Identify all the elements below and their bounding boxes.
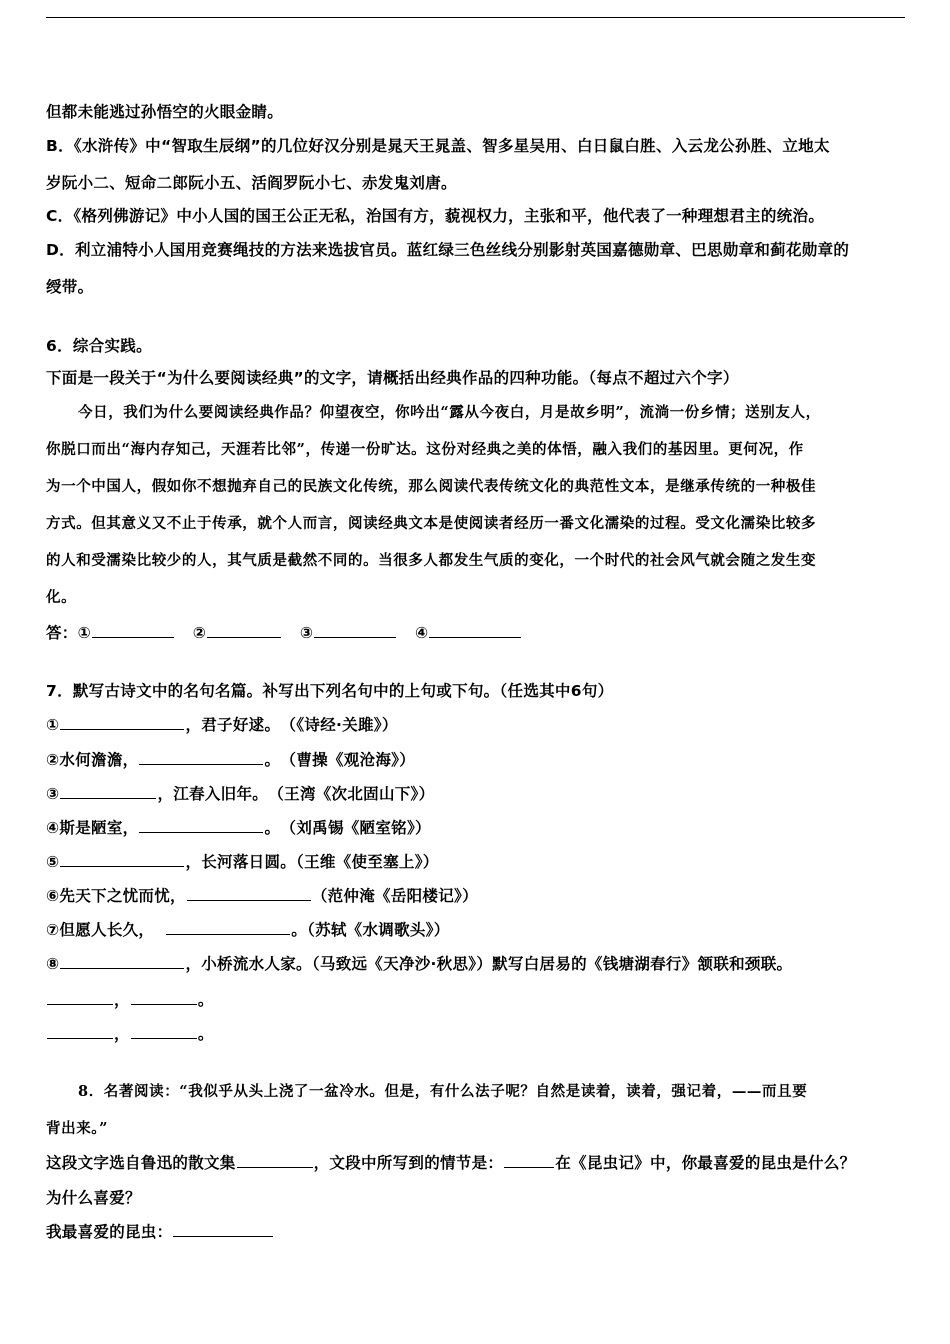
question-8-line-1: 8．名著阅读：“我似乎从头上浇了一盆冷水。但是，有什么法子呢？自然是读着，读着，强记着，——而且要 <box>78 1083 808 1100</box>
fill-blank[interactable] <box>187 885 311 901</box>
fill-blank[interactable] <box>173 1221 273 1237</box>
item-text: ⑥先天下之忧而忧， <box>46 887 186 905</box>
answer-line <box>46 622 522 643</box>
text-line: 但都未能逃过孙悟空的火眼金睛。 <box>46 103 284 121</box>
fill-blank[interactable] <box>60 953 184 969</box>
question-8-line-2: 背出来。” <box>46 1120 109 1137</box>
punct: ， <box>114 991 130 1009</box>
passage-line: 你脱口而出“海内存知己，天涯若比邻”，传递一份旷达。这份对经典之美的体悟，融入我们的基因里。更何况，作 <box>46 441 804 458</box>
passage-line: 化。 <box>46 589 77 606</box>
passage-line: 为一个中国人，假如你不想抛弃自己的民族文化传统，那么阅读代表传统文化的典范性文本，是继承传统的一种极佳 <box>46 478 817 495</box>
fill-blank[interactable] <box>139 817 263 833</box>
text: 在《昆虫记》中，你最喜爱的昆虫是什么？ <box>555 1154 856 1172</box>
poem-item-2 <box>46 749 415 770</box>
item-text: ②水何澹澹， <box>46 751 139 769</box>
answer-label: 答： <box>46 624 78 642</box>
couplet-line-2 <box>46 1023 214 1044</box>
punct: ， <box>114 1025 130 1043</box>
item-text: 。 （刘禹锡《陋室铭》） <box>264 819 431 837</box>
marker: ③ <box>299 624 314 642</box>
fill-blank[interactable] <box>237 1152 313 1168</box>
poem-item-6 <box>46 885 478 906</box>
question-6-title: 6．综合实践。 <box>46 337 152 355</box>
poem-item-3 <box>46 783 434 804</box>
item-number: ① <box>46 716 60 734</box>
item-text: ，长河落日圆。（王维《使至塞上》） <box>185 853 439 871</box>
fill-blank[interactable] <box>47 1023 113 1039</box>
fill-blank[interactable] <box>131 1023 197 1039</box>
fill-blank[interactable] <box>139 749 263 765</box>
option-b-line-1: B．《水浒传》中“智取生辰纲”的几位好汉分别是晁天王晁盖、智多星吴用、白日鼠白胜、入云龙公孙胜、立地太 <box>46 137 830 155</box>
answer-blank-2[interactable] <box>207 622 281 638</box>
answer-blank-1[interactable] <box>92 622 174 638</box>
passage-line: 今日，我们为什么要阅读经典作品？仰望夜空，你吟出“露从今夜白，月是故乡明”，流淌一份乡情；送别友人， <box>78 404 821 421</box>
item-number: ③ <box>46 785 60 803</box>
punct: 。 <box>197 991 214 1009</box>
answer-blank-3[interactable] <box>314 622 396 638</box>
marker: ④ <box>415 624 429 642</box>
item-text: 。 （曹操《观沧海》） <box>264 751 415 769</box>
answer-blank-4[interactable] <box>429 622 521 638</box>
punct: 。 <box>197 1025 214 1043</box>
item-text: ，江春入旧年。 （王湾《次北固山下》） <box>157 785 435 803</box>
question-8-line-3 <box>46 1152 855 1173</box>
option-d-line-1: D．利立浦特小人国用竞赛绳技的方法来选拔官员。蓝红绿三色丝线分别影射英国嘉德勋章、巴思勋章和蓟花勋章的 <box>46 241 850 259</box>
passage-line: 方式。但其意义又不止于传承，就个人而言，阅读经典文本是使阅读者经历一番文化濡染的过程。受文化濡染比较多 <box>46 515 817 532</box>
question-8-line-5 <box>46 1221 274 1242</box>
item-number: ⑤ <box>46 853 60 871</box>
poem-item-8 <box>46 953 792 974</box>
text: 这段文字选自鲁迅的散文集 <box>46 1154 236 1172</box>
couplet-line-1 <box>46 989 214 1010</box>
fill-blank[interactable] <box>131 989 197 1005</box>
option-c: C．《格列佛游记》中小人国的国王公正无私，治国有方，藐视权力，主张和平，他代表了一种理想君主的统治。 <box>46 207 825 225</box>
item-text: 。（苏轼《水调歌头》） <box>291 921 450 939</box>
question-6-prompt: 下面是一段关于“为什么要阅读经典”的文字，请概括出经典作品的四种功能。（每点不超过六个字） <box>46 369 739 387</box>
passage-line: 的人和受濡染比较少的人，其气质是截然不同的。当很多人都发生气质的变化，一个时代的社会风气就会随之发生变 <box>46 552 817 569</box>
marker: ② <box>192 624 207 642</box>
poem-item-4 <box>46 817 431 838</box>
fill-blank[interactable] <box>60 783 156 799</box>
text: 我最喜爱的昆虫： <box>46 1223 173 1241</box>
text: ，文段中所写到的情节是： <box>313 1154 504 1172</box>
poem-item-7 <box>46 919 450 940</box>
item-text: ④斯是陋室， <box>46 819 139 837</box>
fill-blank[interactable] <box>504 1152 554 1168</box>
fill-blank[interactable] <box>60 851 184 867</box>
item-text: ，君子好逑。 （《诗经·关雎》） <box>185 716 398 734</box>
option-b-line-2: 岁阮小二、短命二郎阮小五、活阎罗阮小七、赤发鬼刘唐。 <box>46 174 457 192</box>
fill-blank[interactable] <box>60 714 184 730</box>
option-d-line-2: 绶带。 <box>46 278 94 296</box>
item-number: ⑧ <box>46 955 60 973</box>
question-7-title: 7．默写古诗文中的名句名篇。补写出下列名句中的上句或下句。（任选其中6句） <box>46 682 614 700</box>
item-text: ，小桥流水人家。（马致远《天净沙·秋思》）默写白居易的《钱塘湖春行》颔联和颈联。 <box>185 955 793 973</box>
header-rule <box>46 17 905 18</box>
fill-blank[interactable] <box>166 919 290 935</box>
poem-item-1 <box>46 714 398 735</box>
question-8-line-4: 为什么喜爱？ <box>46 1189 141 1207</box>
fill-blank[interactable] <box>47 989 113 1005</box>
item-text: （范仲淹《岳阳楼记》） <box>311 887 478 905</box>
item-text: ⑦但愿人长久， <box>46 921 155 939</box>
marker: ① <box>77 624 92 642</box>
poem-item-5 <box>46 851 439 872</box>
